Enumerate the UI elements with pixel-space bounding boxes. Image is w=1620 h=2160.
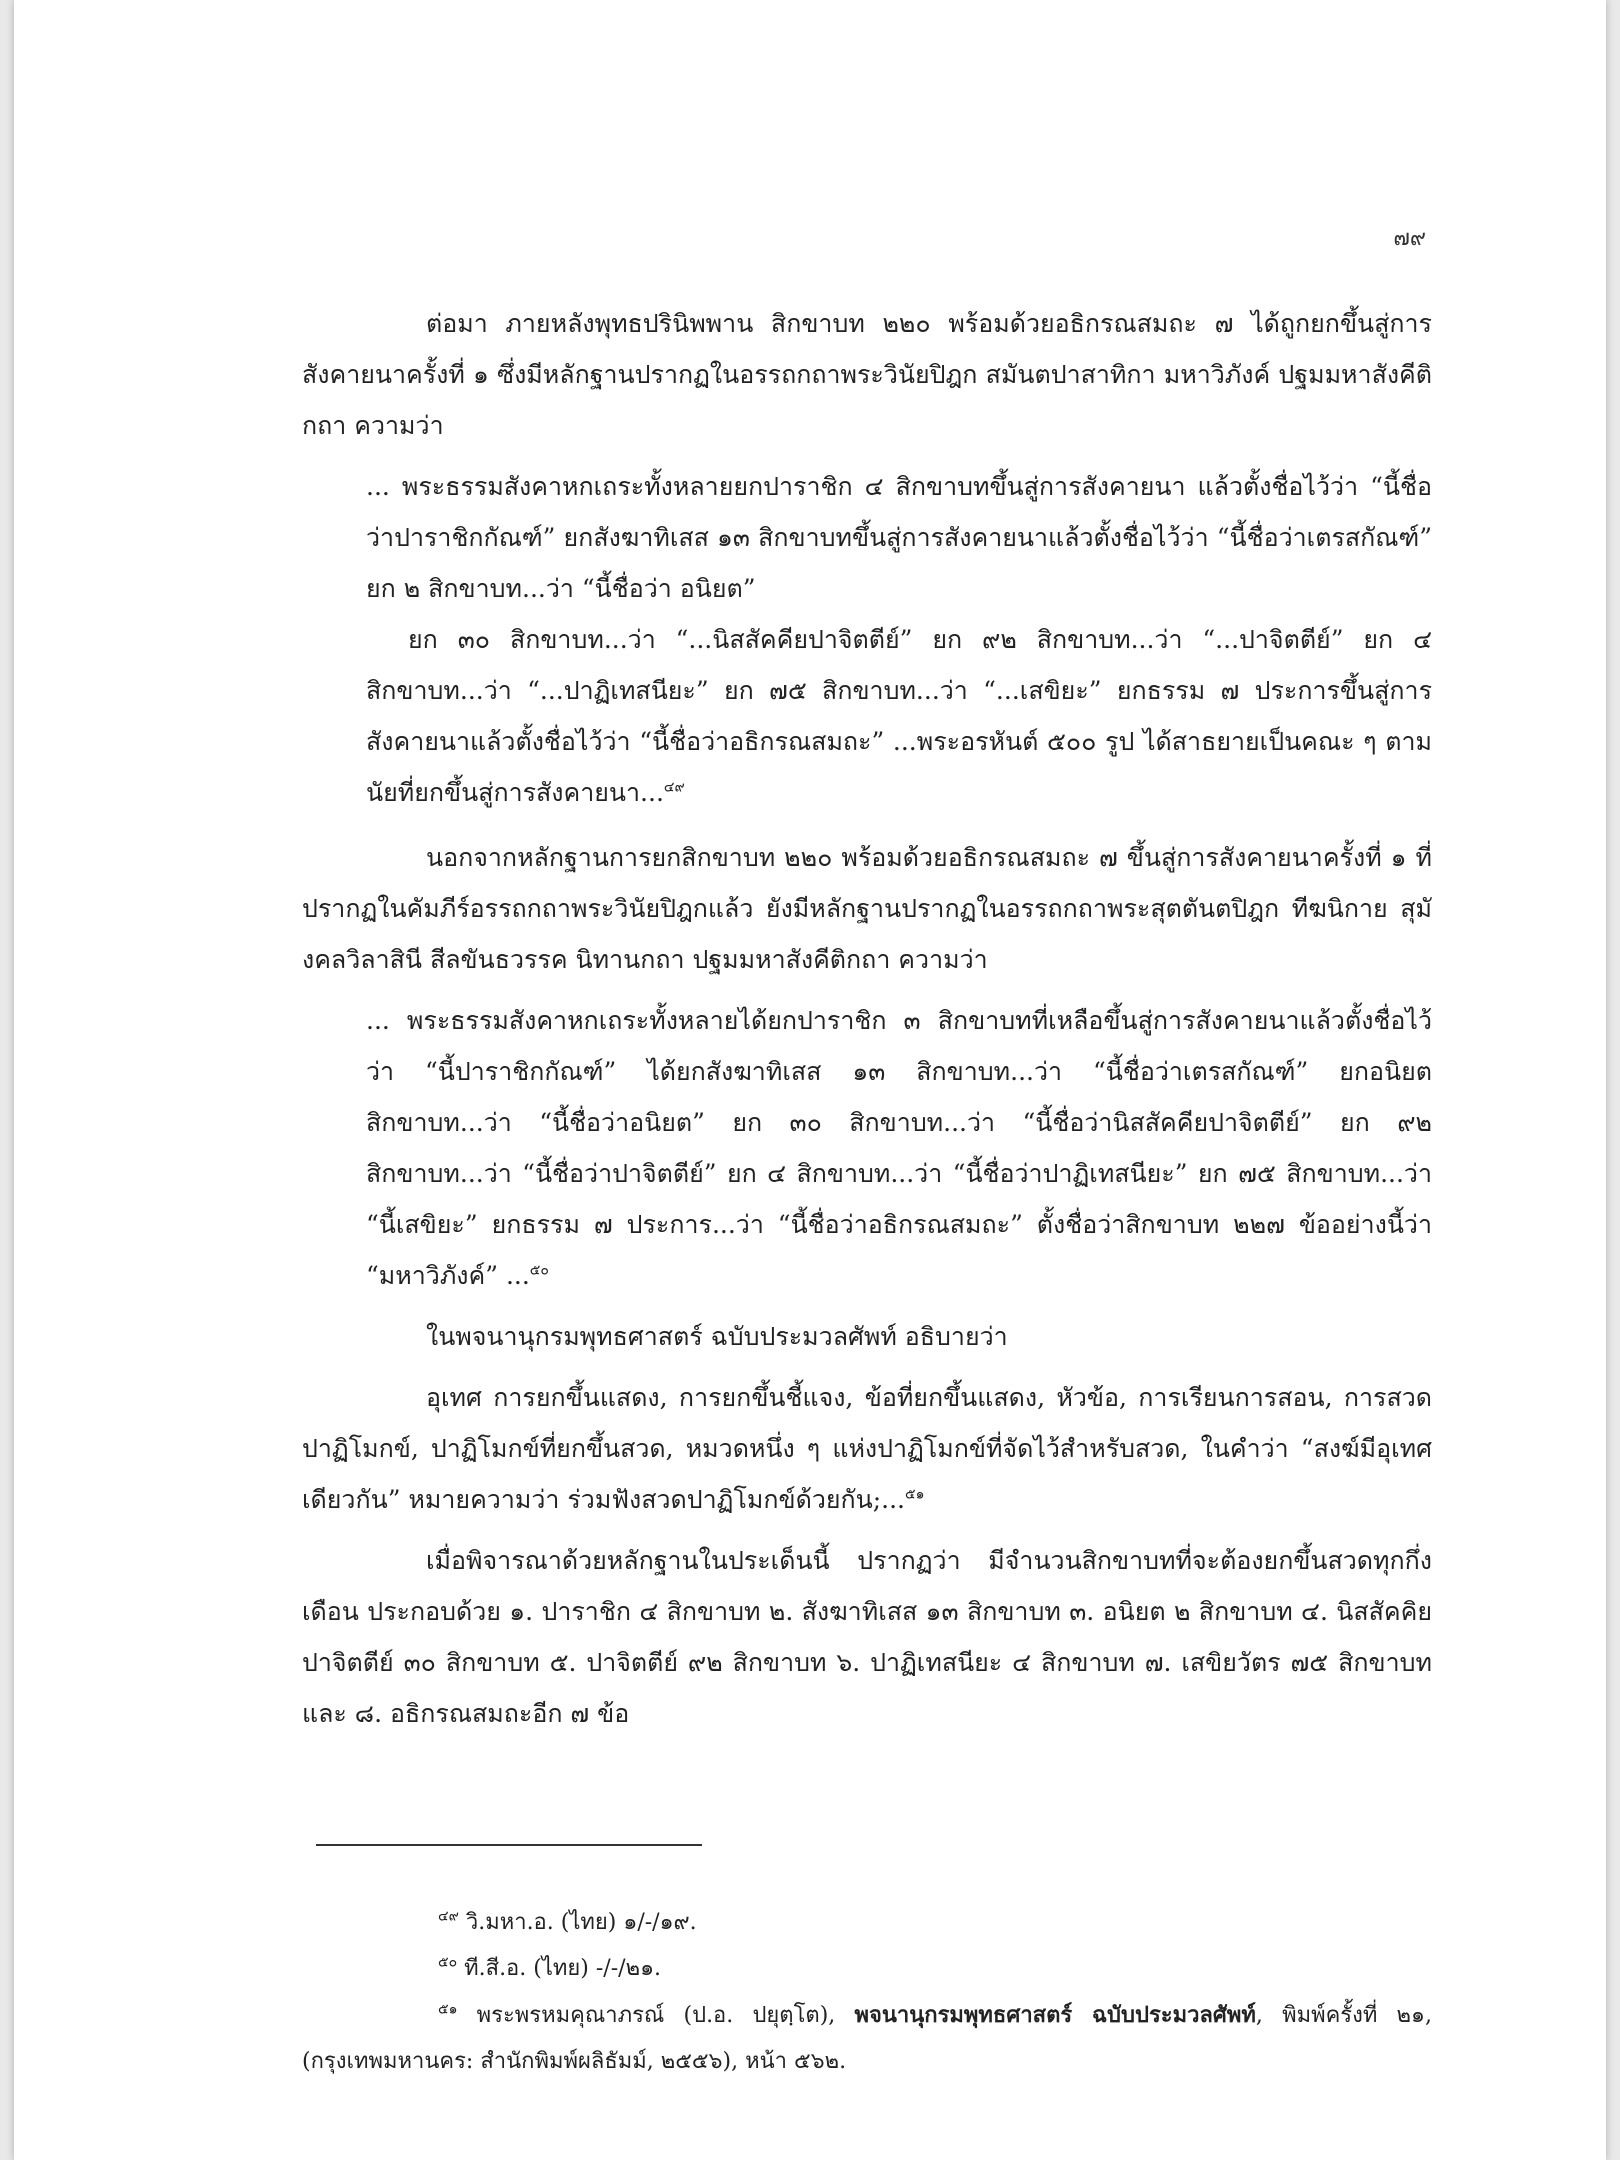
footnote-50 — [302, 1946, 1432, 1992]
paragraph-2: นอกจากหลักฐานการยกสิกขาบท ๒๒๐ พร้อมด้วยอธิกรณสมถะ ๗ ขึ้นสู่การสังคายนาครั้งที่ ๑ ที่ปรากฏในคัมภีร์อรรถกถาพระวินัยปิฎกแล้ว ยังมีหลักฐานปรากฏในอรรถกถาพระสุตตันตปิฎก ทีฆนิกาย สุมังคลวิลาสินี สีลขันธวรรค นิทานกถา ปฐมมหาสังคีติกถา ความว่า — [302, 843, 1432, 974]
quote-1-part-b-text: ยก ๓๐ สิกขาบท...ว่า “...นิสสัคคียปาจิตตีย์” ยก ๙๒ สิกขาบท...ว่า “...ปาจิตตีย์” ยก ๔ สิกขาบท...ว่า “...ปาฏิเทสนียะ” ยก ๗๕ สิกขาบท...ว่า “...เสขิยะ” ยกธรรม ๗ ประการขึ้นสู่การสังคายนาแล้วตั้งชื่อไว้ว่า “นี้ชื่อว่าอธิกรณสมถะ” ...พระอรหันต์ ๕๐๐ รูป ได้สาธยายเป็นคณะ ๆ ตามนัยที่ยกขึ้นสู่การสังคายนา... — [366, 625, 1432, 807]
paragraph-4-text: อุเทศ การยกขึ้นแสดง, การยกขึ้นชี้แจง, ข้อที่ยกขึ้นแสดง, หัวข้อ, การเรียนการสอน, การสวดปาฏิโมกข์, ปาฏิโมกข์ที่ยกขึ้นสวด, หมวดหนึ่ง ๆ แห่งปาฏิโมกข์ที่จัดไว้สำหรับสวด, ในคำว่า “สงฆ์มีอุเทศเดียวกัน” หมายความว่า ร่วมฟังสวดปาฏิโมกข์ด้วยกัน;... — [302, 1383, 1432, 1514]
page-number: ๗๙ — [1393, 226, 1426, 251]
footnote-number: ๔๙ — [438, 1908, 459, 1925]
quote-block-1 — [366, 461, 1432, 818]
paragraph-1: ต่อมา ภายหลังพุทธปรินิพพาน สิกขาบท ๒๒๐ พร้อมด้วยอธิกรณสมถะ ๗ ได้ถูกยกขึ้นสู่การสังคายนาครั้งที่ ๑ ซึ่งมีหลักฐานปรากฏในอรรถกถาพระวินัยปิฎก สมันตปาสาทิกา มหาวิภังค์ ปฐมมหาสังคีติกถา ความว่า — [302, 309, 1432, 440]
footnote-ref-50: ๕๐ — [529, 1262, 549, 1279]
footnotes — [302, 1900, 1432, 2085]
quote-1-part-a: ... พระธรรมสังคาหกเถระทั้งหลายยกปาราชิก ๔ สิกขาบทขึ้นสู่การสังคายนา แล้วตั้งชื่อไว้ว่า “นี้ชื่อว่าปาราชิกกัณฑ์” ยกสังฆาทิเสส ๑๓ สิกขาบทขึ้นสู่การสังคายนาแล้วตั้งชื่อไว้ว่า “นี้ชื่อว่าเตรสกัณฑ์” ยก ๒ สิกขาบท...ว่า “นี้ชื่อว่า อนิยต” — [366, 472, 1432, 603]
footnote-book-title: พจนานุกรมพุทธศาสตร์ ฉบับประมวลศัพท์ — [854, 2002, 1256, 2028]
body-text — [302, 298, 1432, 1739]
footnote-text-pre: พระพรหมคุณาภรณ์ (ป.อ. ปยุตฺโต), — [476, 2003, 855, 2028]
paragraph-5: เมื่อพิจารณาด้วยหลักฐานในประเด็นนี้ ปรากฏว่า มีจำนวนสิกขาบทที่จะต้องยกขึ้นสวดทุกกึ่งเดือน ประกอบด้วย ๑. ปาราชิก ๔ สิกขาบท ๒. สังฆาทิเสส ๑๓ สิกขาบท ๓. อนิยต ๒ สิกขาบท ๔. นิสสัคคิยปาจิตตีย์ ๓๐ สิกขาบท ๕. ปาจิตตีย์ ๙๒ สิกขาบท ๖. ปาฏิเทสนียะ ๔ สิกขาบท ๗. เสขิยวัตร ๗๕ สิกขาบท และ ๘. อธิกรณสมถะอีก ๗ ข้อ — [302, 1546, 1432, 1728]
footnote-text: ที.สี.อ. (ไทย) -/-/๒๑. — [464, 1956, 662, 1981]
footnote-text: วิ.มหา.อ. (ไทย) ๑/-/๑๙. — [465, 1910, 697, 1935]
footnote-ref-51: ๕๑ — [905, 1486, 925, 1503]
footnote-49 — [302, 1900, 1432, 1946]
quote-block-2 — [366, 995, 1432, 1301]
footnote-text-post: , พิมพ์ครั้งที่ ๒๑, (กรุงเทพมหานคร: สำนักพิมพ์ผลิธัมม์, ๒๕๕๖), หน้า ๕๖๒. — [302, 2003, 1432, 2074]
quote-2 — [366, 995, 1432, 1301]
paragraph-3: ในพจนานุกรมพุทธศาสตร์ ฉบับประมวลศัพท์ อธิบายว่า — [426, 1322, 1008, 1351]
quote-2-text: ... พระธรรมสังคาหกเถระทั้งหลายได้ยกปาราชิก ๓ สิกขาบทที่เหลือขึ้นสู่การสังคายนาแล้วตั้งชื่อไว้ว่า “นี้ปาราชิกกัณฑ์” ได้ยกสังฆาทิเสส ๑๓ สิกขาบท...ว่า “นี้ชื่อว่าเตรสกัณฑ์” ยกอนิยตสิกขาบท...ว่า “นี้ชื่อว่าอนิยต” ยก ๓๐ สิกขาบท...ว่า “นี้ชื่อว่านิสสัคคียปาจิตตีย์” ยก ๙๒ สิกขาบท...ว่า “นี้ชื่อว่าปาจิตตีย์” ยก ๔ สิกขาบท...ว่า “นี้ชื่อว่าปาฏิเทสนียะ” ยก ๗๕ สิกขาบท...ว่า “นี้เสขิยะ” ยกธรรม ๗ ประการ...ว่า “นี้ชื่อว่าอธิกรณสมถะ” ตั้งชื่อว่าสิกขาบท ๒๒๗ ข้ออย่างนี้ว่า “มหาวิภังค์” ... — [366, 1006, 1432, 1290]
footnote-number: ๕๐ — [438, 1954, 458, 1971]
footnote-number: ๕๑ — [438, 2001, 458, 2018]
footnote-ref-49: ๔๙ — [663, 779, 685, 796]
quote-1-part-b — [366, 614, 1432, 818]
footnote-divider — [316, 1844, 702, 1846]
document-page — [14, 0, 1606, 2160]
footnote-51 — [302, 1992, 1432, 2085]
paragraph-4 — [302, 1372, 1432, 1525]
